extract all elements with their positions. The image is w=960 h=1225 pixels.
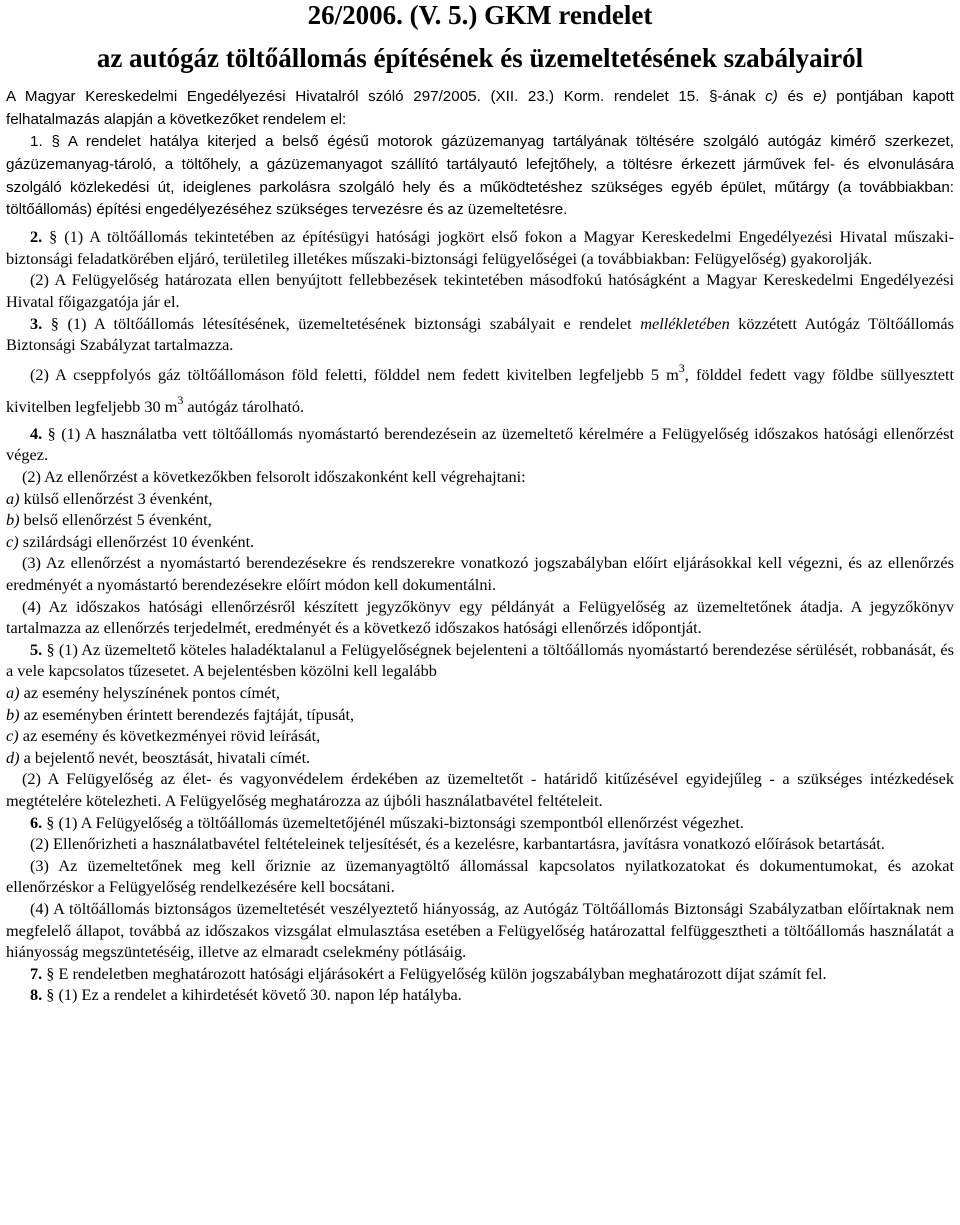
cubic-superscript: 3 <box>678 360 685 375</box>
section-4-number: 4. <box>30 423 43 443</box>
section-3-number: 3. <box>30 313 43 333</box>
preamble-text-start: A Magyar Kereskedelmi Engedélyezési Hivatalról szóló 297/2005. (XII. 23.) Korm. rendelet 15. §-ának <box>6 88 766 106</box>
section-6-paragraph-4: (4) A töltőállomás biztonságos üzemeltetését veszélyeztető hiányosság, az Autógáz Töltőállomás Biztonsági Szabályzatban előírtaknak nem megfelelő állapot, továbbá az időszakos vizsgálat elmulasztása esetében a Felügyelőség határozattal felfüggesztheti a töltőállomás használatát a hiányosság megszüntetéséig, illetve az elmaradt cselekmény pótlásáig. <box>6 898 954 962</box>
section-5-paragraph-2: (2) A Felügyelőség az élet- és vagyonvédelem érdekében az üzemeltetőt - határidő kitűzésével egyidejűleg - a szükséges intézkedések megtételére kötelezheti. A Felügyelőség meghatározza az újbóli használatbavétel feltételeit. <box>6 769 954 810</box>
preamble-point-c: c) <box>765 88 778 106</box>
list-item-label: b) <box>6 510 20 530</box>
list-item-text: az esemény és következményei rövid leírását, <box>18 726 321 746</box>
list-item-label: b) <box>6 704 20 724</box>
list-item <box>6 747 954 769</box>
list-item-text: az esemény helyszínének pontos címét, <box>19 682 280 702</box>
list-item <box>6 488 954 510</box>
section-2-paragraph-1 <box>6 226 954 269</box>
preamble-text-end: pontjában kapott felhatalmazás alapján a következőket rendelem el: <box>6 88 954 128</box>
section-8-text: § (1) Ez a rendelet a kihirdetését követő 30. napon lép hatályba. <box>42 985 462 1005</box>
section-1-text: § A rendelet hatálya kiterjed a belső égésű motorok gázüzemanyag tartályának töltésére szolgáló autógáz kimérő szerkezet, gázüzemanyag-tároló, a töltőhely, a gázüzemanyagot szállító tartályautó lefejtőhely, a töltésre érkezett járművek fel- és elvonulására szolgáló közlekedési út, ideiglenes parkolásra szolgáló hely és a működtetéshez szükséges egyéb épület, műtárgy (a továbbiakban: töltőállomás) építési engedélyezéséhez szükséges tervezésre és az üzemeltetésre. <box>6 133 954 219</box>
section-1-number: 1. <box>30 133 43 151</box>
section-3-para-2-text-c: autógáz tárolható. <box>183 396 305 416</box>
section-4-paragraph-1 <box>6 423 954 466</box>
section-5-text: § (1) Az üzemeltető köteles haladéktalanul a Felügyelőségnek bejelenteni a töltőállomás nyomástartó berendezése sérülését, robbanását, és a vele kapcsolatos tűzesetet. A bejelentésben közölni kell legalább <box>6 639 954 681</box>
annex-reference: mellékletében <box>640 313 730 333</box>
list-item <box>6 531 954 553</box>
list-item <box>6 704 954 726</box>
section-6-paragraph-2: (2) Ellenőrizheti a használatbavétel feltételeinek teljesítését, és a kezelésre, karbantartásra, javításra vonatkozó előírások betartását. <box>30 834 885 854</box>
document-body <box>0 131 960 1006</box>
list-item-label: c) <box>6 531 19 551</box>
document-subtitle: az autógáz töltőállomás építésének és üzemeltetésének szabályairól <box>96 43 864 74</box>
cubic-superscript: 3 <box>177 392 184 407</box>
list-item-label: c) <box>6 726 19 746</box>
section-4-paragraph-2: (2) Az ellenőrzést a következőkben felsorolt időszakonként kell végrehajtani: <box>22 467 526 487</box>
section-3-text-end: közzétett Autógáz Töltőállomás Biztonsági Szabályzat tartalmazza. <box>6 313 954 355</box>
preamble-point-e: e) <box>813 88 827 106</box>
section-7-number: 7. <box>30 963 43 983</box>
section-8 <box>6 984 954 1006</box>
section-1 <box>6 131 954 222</box>
section-2-paragraph-2: (2) A Felügyelőség határozata ellen benyújtott fellebbezések tekintetében másodfokú hatóságként a Magyar Kereskedelmi Engedélyezési Hivatal főigazgatója jár el. <box>6 270 954 312</box>
list-item <box>6 725 954 747</box>
section-2-text: § (1) A töltőállomás tekintetében az építésügyi hatósági jogkört első fokon a Magyar Kereskedelmi Engedélyezési Hivatal műszaki-biztonsági feladatkörében eljáró, területileg illetékes műszaki-biztonsági felügyelőségei (a továbbiakban: Felügyelőség) gyakorolják. <box>6 227 954 268</box>
section-4-text: § (1) A használatba vett töltőállomás nyomástartó berendezésein az üzemeltető kérelmére a Felügyelőség időszakos hatósági ellenőrzést végez. <box>6 423 954 465</box>
preamble-conjunction: és <box>777 88 814 106</box>
list-item-text: szilárdsági ellenőrzést 10 évenként. <box>18 531 255 551</box>
list-item-text: külső ellenőrzést 3 évenként, <box>19 488 213 508</box>
section-6-paragraph-1 <box>6 812 954 834</box>
section-8-number: 8. <box>30 985 43 1005</box>
section-2-number: 2. <box>30 227 43 247</box>
document-title: 26/2006. (V. 5.) GKM rendelet <box>307 0 653 30</box>
section-7-text: § E rendeletben meghatározott hatósági eljárásokért a Felügyelőség külön jogszabályban meghatározott díjat számít fel. <box>42 963 827 983</box>
list-item-text: az eseményben érintett berendezés fajtáját, típusát, <box>19 704 355 724</box>
section-6-number: 6. <box>30 812 43 832</box>
section-3-text-start: § (1) A töltőállomás létesítésének, üzemeltetésének biztonsági szabályait e rendelet <box>42 313 641 333</box>
section-3-paragraph-2 <box>6 359 954 423</box>
section-6-paragraph-3: (3) Az üzemeltetőnek meg kell őriznie az üzemanyagtöltő állomással kapcsolatos nyilatkozatokat és dokumentumokat, és azokat ellenőrzéskor a Felügyelőség rendelkezésére kell bocsátani. <box>6 855 954 897</box>
section-4-paragraph-3: (3) Az ellenőrzést a nyomástartó berendezésekre és rendszerekre vonatkozó jogszabályban előírt eljárásokkal kell végezni, és az ellenőrzés eredményét a nyomástartó berendezésekre előírt módon kell dokumentálni. <box>6 553 954 594</box>
list-item <box>6 509 954 531</box>
list-item-text: belső ellenőrzést 5 évenként, <box>19 510 212 530</box>
list-item-label: a) <box>6 488 20 508</box>
list-item-text: a bejelentő nevét, beosztását, hivatali címét. <box>19 747 311 767</box>
section-3-para-2-text-b: , földdel fedett vagy földbe süllyesztett kivitelben legfeljebb 30 m <box>6 364 955 416</box>
section-3-para-2-text-a: (2) A cseppfolyós gáz töltőállomáson föld feletti, földdel nem fedett kivitelben legfeljebb 5 m <box>30 364 679 384</box>
list-item-label: a) <box>6 682 20 702</box>
section-6-text: § (1) A Felügyelőség a töltőállomás üzemeltetőjénél műszaki-biztonsági szempontból ellenőrzést végezhet. <box>42 812 744 832</box>
section-5-paragraph-1 <box>6 639 954 682</box>
section-5-number: 5. <box>30 639 43 659</box>
section-7 <box>6 963 954 985</box>
preamble <box>0 86 960 131</box>
list-item <box>6 682 954 704</box>
section-4-paragraph-4: (4) Az időszakos hatósági ellenőrzésről készített jegyzőkönyv egy példányát a Felügyelőség az üzemeltetőnek átadja. A jegyzőkönyv tartalmazza az ellenőrzés terjedelmét, eredményét és a következő időszakos hatósági ellenőrzés időpontját. <box>6 596 954 638</box>
list-item-label: d) <box>6 747 20 767</box>
section-3-paragraph-1 <box>6 313 954 356</box>
